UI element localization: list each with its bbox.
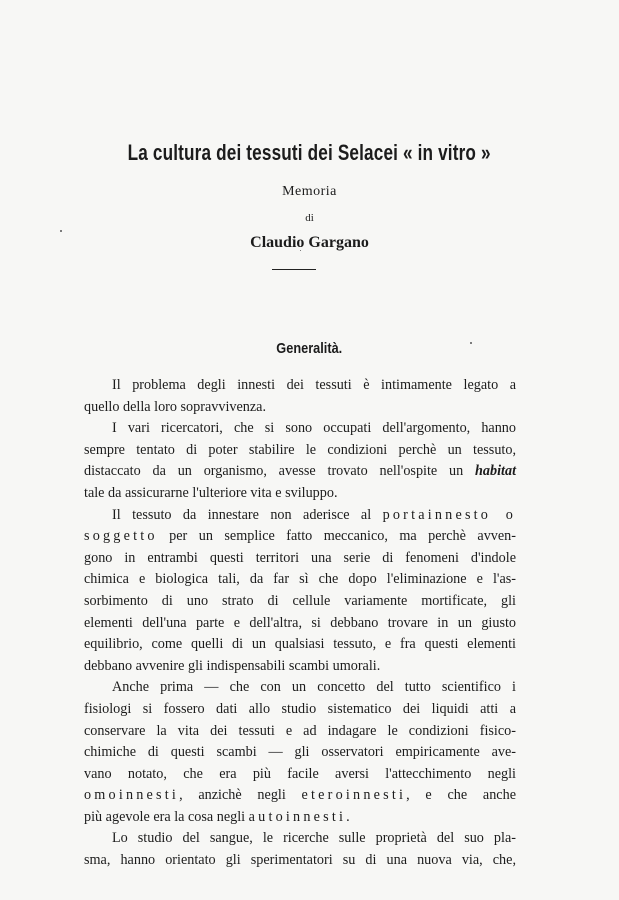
text-line xyxy=(84,461,516,483)
text-line: tale da assicurarne l'ulteriore vita e sviluppo. xyxy=(84,484,338,501)
text-line: debbano avvenire gli indispensabili scambi umorali. xyxy=(84,657,381,674)
text-line: Anche prima — che con un concetto del tutto scientifico i xyxy=(112,679,516,696)
spaced-term: soggetto xyxy=(84,528,158,545)
section-heading: Generalità. xyxy=(276,340,343,357)
text-line: sempre tentato di poter stabilire le condizioni perchè un tessuto, xyxy=(84,441,516,458)
text-span: distaccato da un organismo, avesse trovato nell'ospite un xyxy=(84,463,464,480)
spaced-term: omoinnesti xyxy=(84,787,180,804)
text-line: gono in entrambi questi territori una serie di fenomeni d'indole xyxy=(84,549,516,566)
text-span: , e che anche xyxy=(406,787,516,804)
text-line: fisiologi si fossero dati allo studio sistematico dei liquidi atti a xyxy=(84,700,516,717)
paper-subtitle: Memoria xyxy=(282,184,337,199)
text-line: quello della loro sopravvivenza. xyxy=(84,398,267,415)
text-line xyxy=(84,526,516,548)
text-span: . xyxy=(346,808,350,825)
text-line: chimiche di questi scambi — gli osservatori empiricamente ave- xyxy=(84,744,516,761)
text-line xyxy=(84,807,516,829)
text-line xyxy=(84,505,516,527)
title-divider xyxy=(272,269,316,270)
text-span: , anzichè negli xyxy=(179,787,286,804)
text-line: sma, hanno orientato gli sperimentatori su di una nuova via, che, xyxy=(84,852,516,869)
text-line: sorbimento di uno strato di cellule variamente mortificate, gli xyxy=(84,592,516,609)
text-line: conservare la vita dei tessuti e ad indagare le condizioni fisico- xyxy=(84,722,516,739)
by-line: di xyxy=(305,212,314,224)
spaced-term: portainnesto o xyxy=(382,506,517,523)
text-span: più agevole era la cosa negli xyxy=(84,808,246,825)
text-line: chimica e biologica tali, da far sì che dopo l'eliminazione e l'as- xyxy=(84,571,516,588)
italic-term: habitat xyxy=(475,463,517,480)
text-line: equilibrio, come quelli di un qualsiasi tessuto, e fra questi elementi xyxy=(84,636,516,653)
text-line: Lo studio del sangue, le ricerche sulle proprietà del suo pla- xyxy=(112,830,516,847)
text-line: Il problema degli innesti dei tessuti è intimamente legato a xyxy=(112,377,516,393)
text-line: vano notato, che era più facile aversi l'attecchimento negli xyxy=(84,765,516,782)
spaced-term: eteroinnesti xyxy=(301,787,407,804)
text-span: per un semplice fatto meccanico, ma perchè avven- xyxy=(169,528,517,545)
text-span: Il tessuto da innestare non aderisce al xyxy=(112,506,372,523)
print-speck xyxy=(60,230,62,232)
spaced-term: autoinnesti xyxy=(248,808,347,825)
paper-title: La cultura dei tessuti dei Selacei « in vitro » xyxy=(127,140,491,165)
body-text xyxy=(84,375,516,872)
text-line: elementi dell'una parte e dell'altra, si debbano trovare in un giusto xyxy=(84,614,516,631)
text-line xyxy=(84,785,516,807)
text-line: I vari ricercatori, che si sono occupati dell'argomento, hanno xyxy=(112,420,516,437)
author-name: Claudio Gargano xyxy=(250,234,369,251)
